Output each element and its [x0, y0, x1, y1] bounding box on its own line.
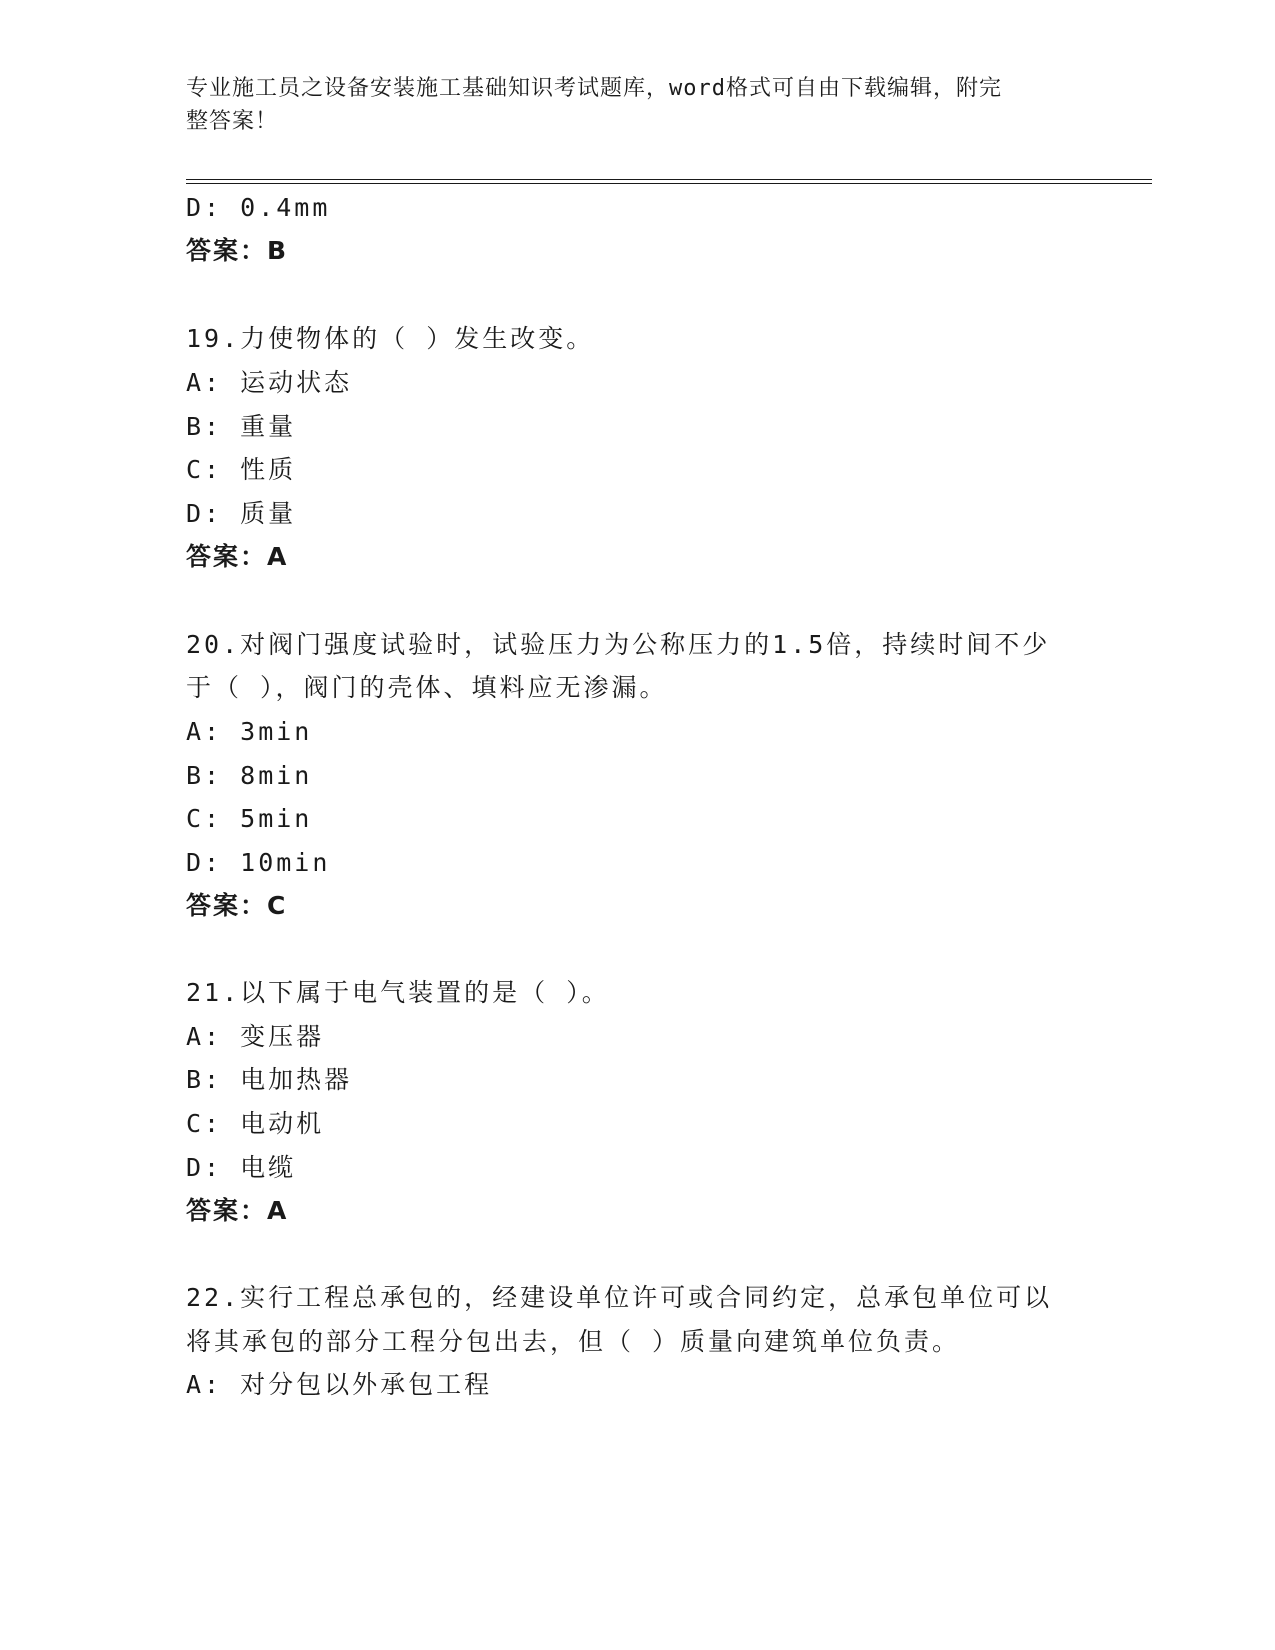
- question-text: 21.以下属于电气装置的是（ ）。: [186, 978, 610, 1007]
- question-text: 20.对阀门强度试验时，试验压力为公称压力的1.5倍，持续时间不少: [186, 630, 1051, 659]
- answer: 答案：B: [186, 236, 289, 265]
- option-d: D: 10min: [186, 848, 331, 877]
- header-line-2: 整答案！: [186, 109, 279, 134]
- option-a: A: 变压器: [186, 1022, 325, 1051]
- option-b: B: 重量: [186, 412, 297, 441]
- option-b: B: 电加热器: [186, 1065, 353, 1094]
- answer: 答案：C: [186, 891, 288, 920]
- question-text-continued: 于（ ），阀门的壳体、填料应无渗漏。: [186, 673, 668, 702]
- answer: 答案：A: [186, 542, 289, 571]
- question-text-continued: 将其承包的部分工程分包出去，但（ ）质量向建筑单位负责。: [186, 1327, 961, 1356]
- option-d: D: 电缆: [186, 1153, 297, 1182]
- option-a: A: 对分包以外承包工程: [186, 1370, 493, 1399]
- option-d: D: 质量: [186, 499, 297, 528]
- option-d: D: 0.4mm: [186, 193, 331, 222]
- option-c: C: 5min: [186, 804, 313, 833]
- header-line-1: 专业施工员之设备安装施工基础知识考试题库，word格式可自由下载编辑，附完: [186, 76, 1002, 101]
- option-c: C: 性质: [186, 455, 297, 484]
- question-text: 22.实行工程总承包的，经建设单位许可或合同约定，总承包单位可以: [186, 1283, 1053, 1312]
- header-rule-bottom: [186, 183, 1152, 184]
- option-c: C: 电动机: [186, 1109, 325, 1138]
- document-header: [186, 72, 1066, 138]
- option-b: B: 8min: [186, 761, 313, 790]
- option-a: A: 运动状态: [186, 368, 353, 397]
- question-text: 19.力使物体的（ ）发生改变。: [186, 324, 595, 353]
- option-a: A: 3min: [186, 717, 313, 746]
- header-rule-top: [186, 179, 1152, 180]
- answer: 答案：A: [186, 1196, 289, 1225]
